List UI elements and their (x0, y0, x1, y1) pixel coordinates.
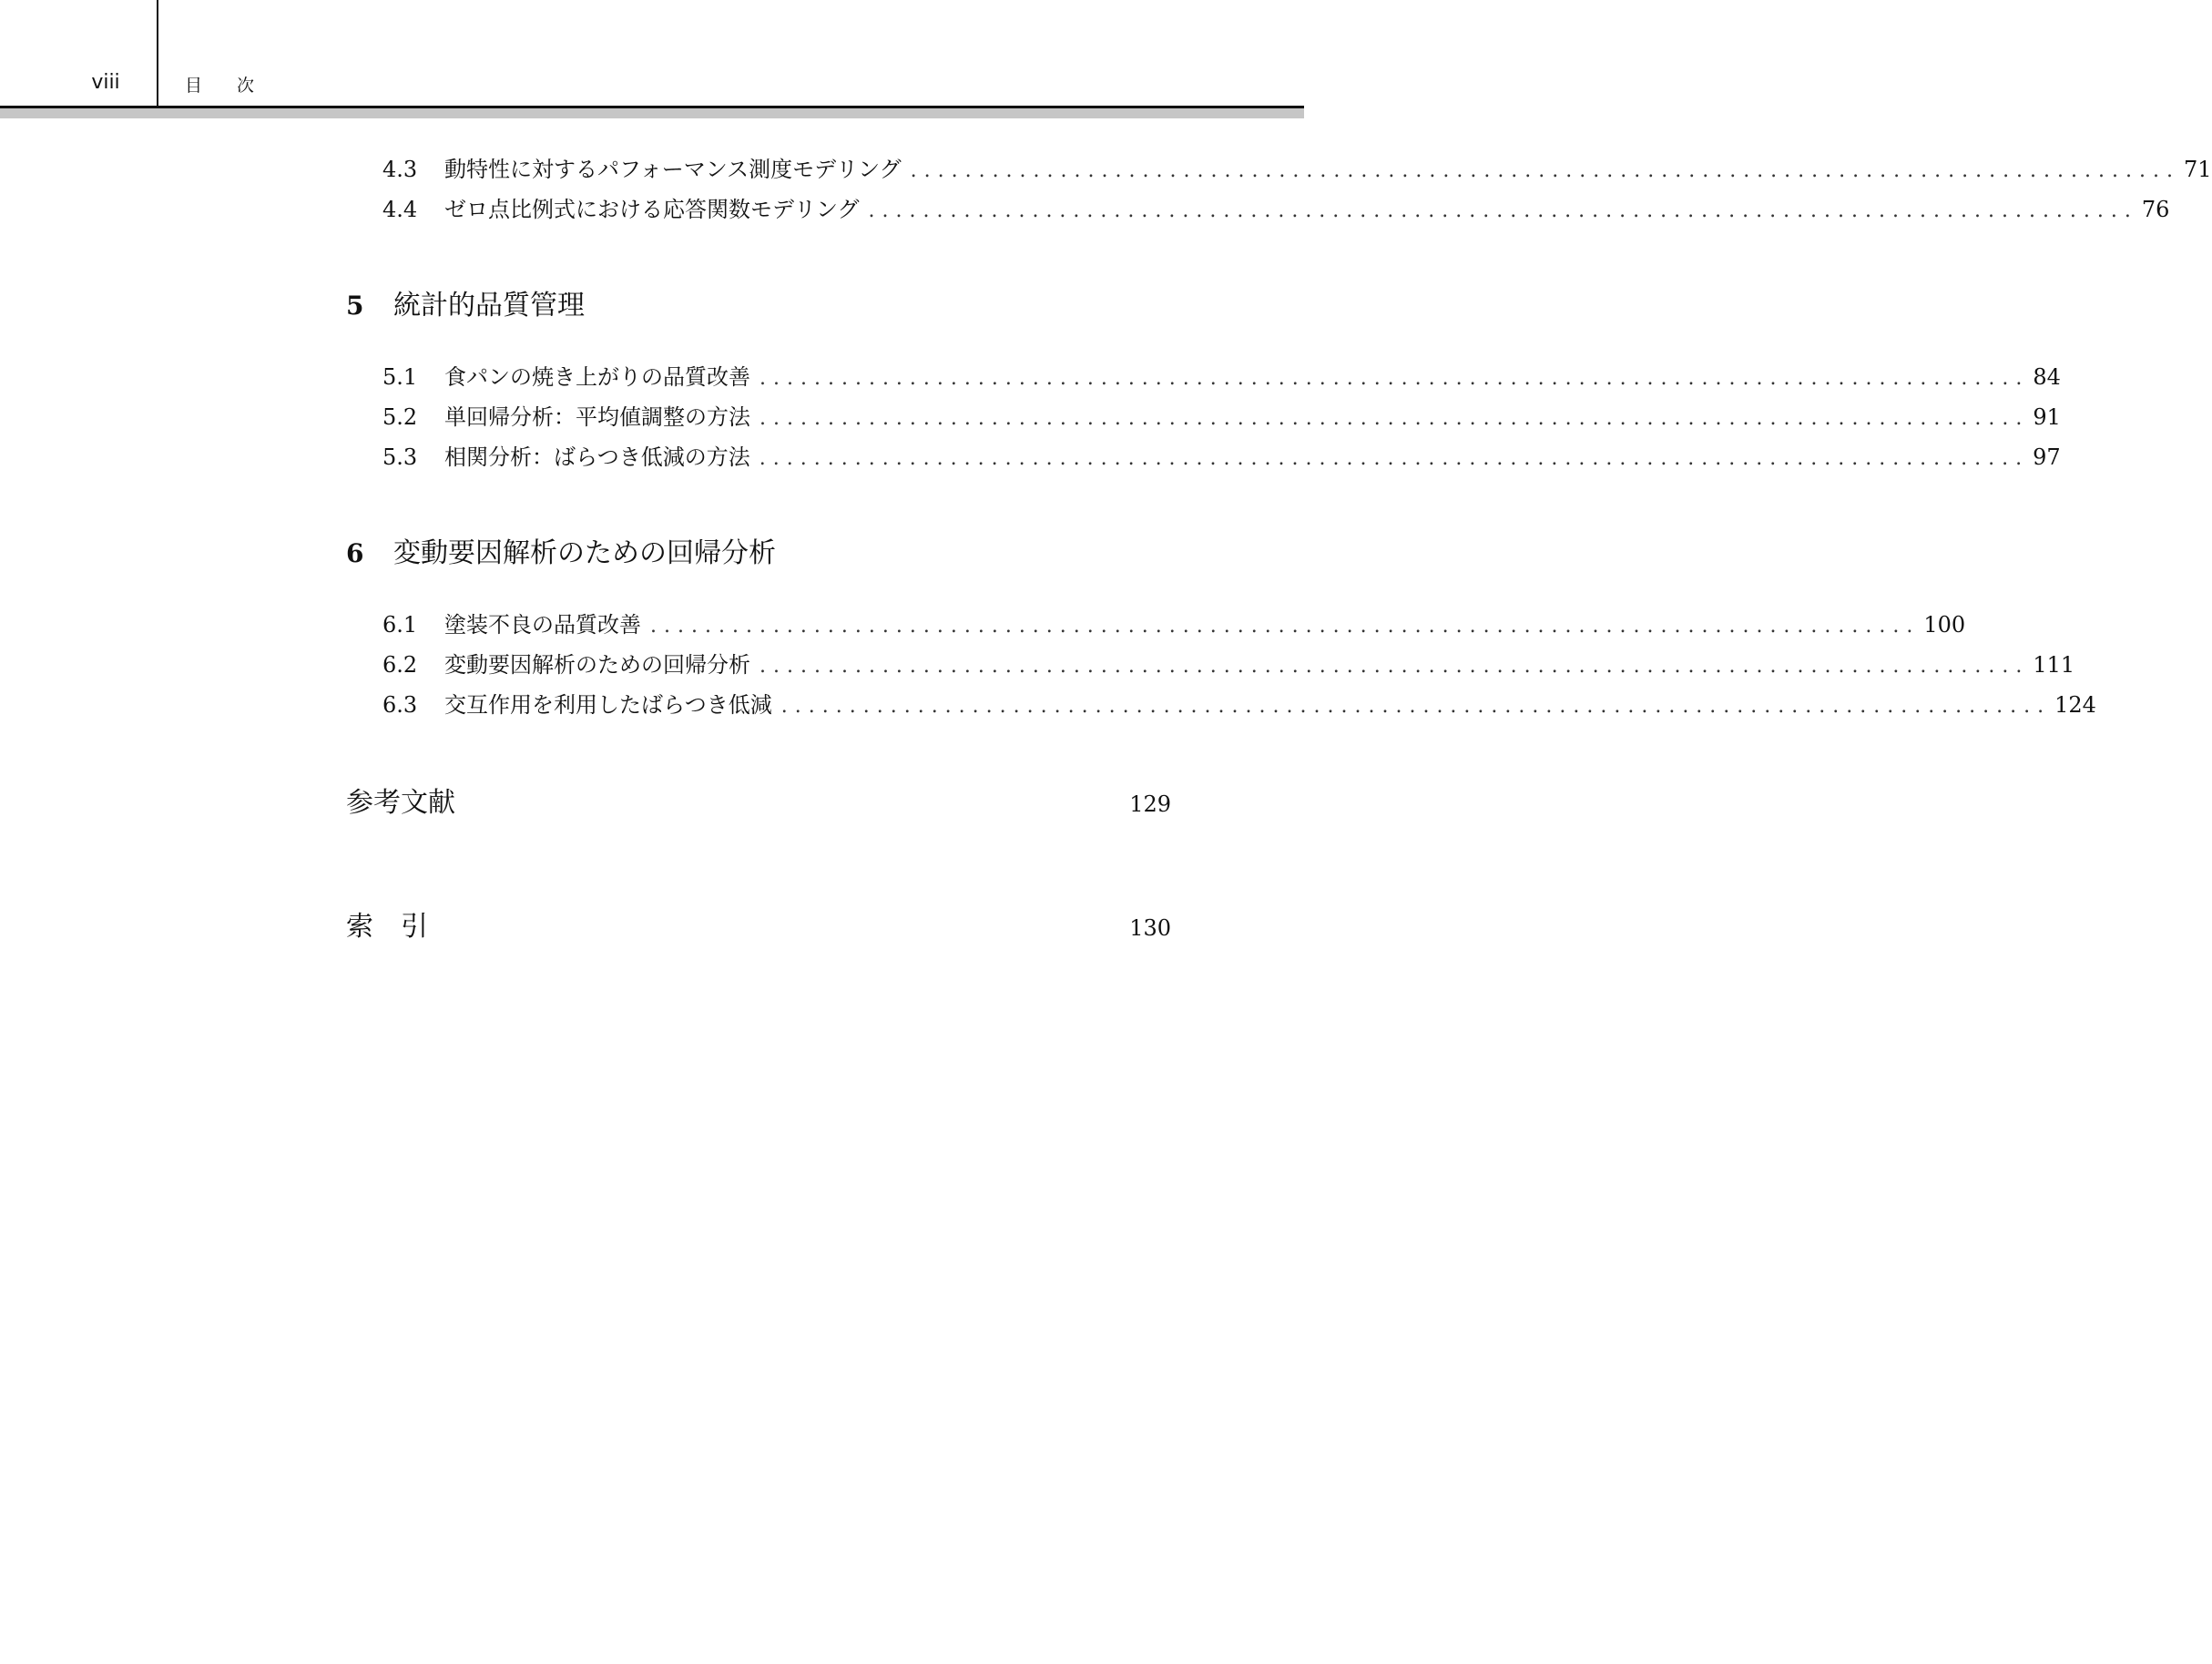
dot-leader: ............................................................................................. (759, 655, 2030, 678)
dot-leader: ............................................................................................. (759, 407, 2030, 430)
dot-leader: ............................................................................................. (650, 615, 1921, 638)
dot-leader: ............................................................................................. (910, 159, 2180, 182)
page-header (0, 0, 1304, 118)
toc-references[interactable] (346, 780, 1171, 825)
page-ref: 100 (1923, 612, 1966, 638)
section-number: 6.3 (382, 692, 418, 718)
page-ref: 130 (1129, 915, 1171, 941)
section-number: 6.1 (382, 612, 418, 638)
header-vertical-rule (157, 0, 158, 106)
section-title: 塗装不良の品質改善 (444, 612, 641, 638)
section-title: 食パンの焼き上がりの品質改善 (444, 364, 750, 390)
chapter-number: 5 (346, 291, 364, 321)
toc-entry-6-2[interactable] (382, 647, 2075, 687)
section-title: 相関分析：ばらつき低減の方法 (444, 444, 750, 470)
page-ref: 84 (2033, 364, 2061, 390)
toc-chapter-6[interactable] (346, 530, 1171, 576)
section-number: 5.1 (382, 364, 418, 390)
section-title: 動特性に対するパフォーマンス測度モデリング (444, 157, 902, 182)
chapter-title: 統計的品質管理 (393, 290, 585, 322)
dot-leader: ............................................................................................. (868, 199, 2138, 222)
section-number: 5.3 (382, 444, 418, 470)
dot-leader: ............................................................................................. (780, 695, 2052, 718)
section-number: 4.3 (382, 157, 418, 182)
section-number: 4.4 (382, 197, 418, 222)
toc-entry-4-3[interactable] (382, 151, 2212, 191)
index-title: 索引 (346, 911, 455, 943)
dot-leader: ............................................................................................. (759, 367, 2030, 390)
toc-entry-4-4[interactable] (382, 191, 2170, 231)
toc-entry-6-3[interactable] (382, 687, 2096, 727)
toc-entry-6-1[interactable] (382, 607, 1966, 647)
chapter-number: 6 (346, 538, 364, 568)
page-ref: 71 (2183, 157, 2212, 182)
toc-chapter-5[interactable] (346, 282, 1171, 328)
section-title: 単回帰分析：平均値調整の方法 (444, 404, 750, 430)
section-title: 変動要因解析のための回帰分析 (444, 652, 750, 678)
toc-index[interactable] (346, 903, 1171, 949)
page-ref: 124 (2054, 692, 2096, 718)
section-title: ゼロ点比例式における応答関数モデリング (444, 197, 860, 222)
section-number: 6.2 (382, 652, 418, 678)
section-title: 交互作用を利用したばらつき低減 (444, 692, 772, 718)
page-ref: 129 (1129, 791, 1171, 817)
references-title: 参考文献 (346, 787, 455, 819)
running-title: 目 次 (185, 76, 270, 96)
dot-leader: ............................................................................................. (759, 447, 2030, 470)
header-shade-band (0, 108, 1304, 118)
chapter-title: 変動要因解析のための回帰分析 (393, 537, 776, 569)
page-ref: 111 (2033, 652, 2075, 678)
page-number: viii (91, 71, 120, 94)
page-ref: 76 (2141, 197, 2170, 222)
page-ref: 97 (2033, 444, 2061, 470)
toc-entry-5-3[interactable] (382, 439, 2061, 479)
page-ref: 91 (2033, 404, 2061, 430)
toc-entry-5-2[interactable] (382, 399, 2061, 439)
toc-entry-5-1[interactable] (382, 359, 2061, 399)
section-number: 5.2 (382, 404, 418, 430)
